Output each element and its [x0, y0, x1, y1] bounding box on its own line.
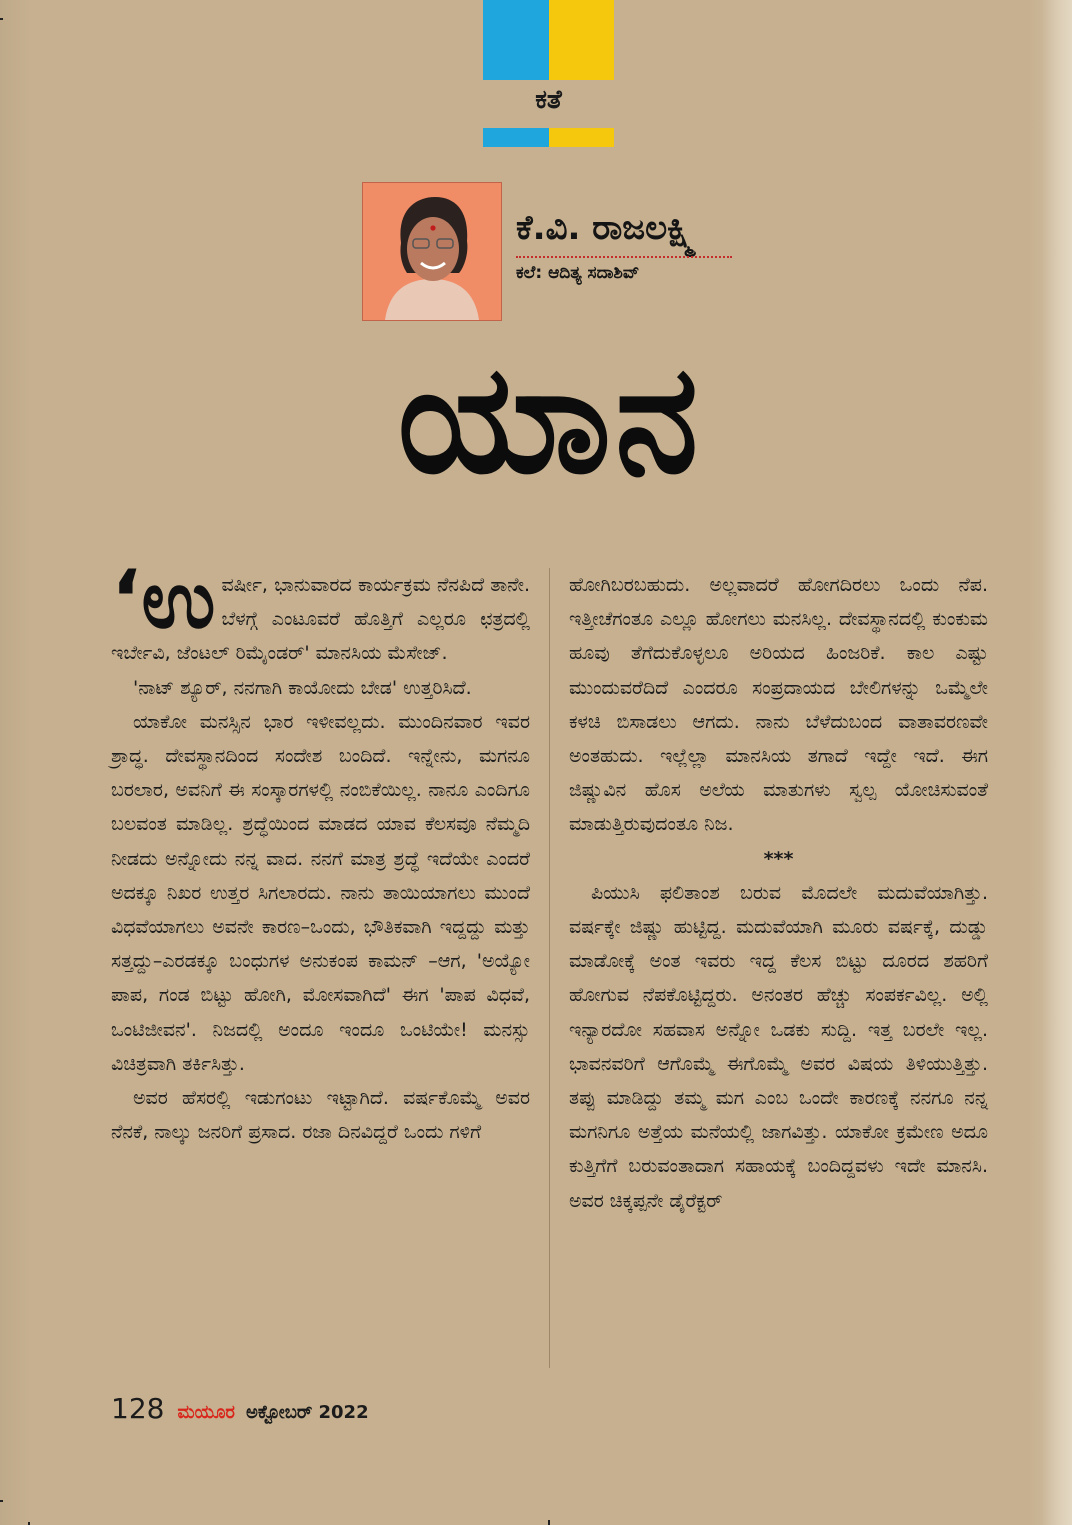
crop-mark	[0, 1500, 3, 1502]
magazine-name: ಮಯೂರ	[177, 1402, 235, 1423]
header-color-band-yellow	[549, 0, 614, 80]
illustrator-credit: ಕಲೆ: ಆದಿತ್ಯ ಸದಾಶಿವ್	[516, 263, 640, 283]
story-title: ಯಾನ	[397, 333, 703, 507]
article-paragraph: ಯಾಕೋ ಮನಸ್ಸಿನ ಭಾರ ಇಳೀವಲ್ಲದು. ಮುಂದಿನವಾರ ಇವರ ಶ್ರಾದ್ಧ. ದೇವಸ್ಥಾನದಿಂದ ಸಂದೇಶ ಬಂದಿದೆ. ಇನ್ನೇನು, ಮಗನೂ ಬರಲಾರ, ಅವನಿಗೆ ಈ ಸಂಸ್ಕಾರಗಳಲ್ಲಿ ನಂಬಿಕೆಯಿಲ್ಲ. ನಾನೂ ಎಂದಿಗೂ ಬಲವಂತ ಮಾಡಿಲ್ಲ. ಶ್ರದ್ಧೆಯಿಂದ ಮಾಡದ ಯಾವ ಕೆಲಸವೂ ನೆಮ್ಮದಿ ನೀಡದು ಅನ್ನೋದು ನನ್ನ ವಾದ. ನನಗೆ ಮಾತ್ರ ಶ್ರದ್ಧೆ ಇದೆಯೇ ಎಂದರೆ ಅದಕ್ಕೂ ನಿಖರ ಉತ್ತರ ಸಿಗಲಾರದು. ನಾನು ತಾಯಿಯಾಗಲು ಮುಂದೆ ವಿಧವೆಯಾಗಲು ಅವನೇ ಕಾರಣ–ಒಂದು, ಭೌತಿಕವಾಗಿ ಇದ್ದದ್ದು ಮತ್ತು ಸತ್ತದ್ದು–ಎರಡಕ್ಕೂ ಬಂಧುಗಳ ಅನುಕಂಪ ಕಾಮನ್ –ಆಗ, 'ಅಯ್ಯೋ ಪಾಪ, ಗಂಡ ಬಿಟ್ಟು ಹೋಗಿ, ಮೋಸವಾಗಿದೆ' ಈಗ 'ಪಾಪ ವಿಧವೆ, ಒಂಟಿಜೀವನ'. ನಿಜದಲ್ಲಿ ಅಂದೂ ಇಂದೂ ಒಂಟಿಯೇ! ಮನಸ್ಸು ವಿಚಿತ್ರವಾಗಿ ತರ್ಕಿಸಿತ್ತು.	[111, 710, 530, 1075]
author-divider	[516, 256, 732, 258]
page-number: 128	[111, 1392, 165, 1425]
author-portrait-icon	[362, 182, 502, 321]
issue-date: ಅಕ್ಟೋಬರ್ 2022	[246, 1402, 369, 1423]
header-color-band-blue	[483, 0, 549, 80]
author-name: ಕೆ.ವಿ. ರಾಜಲಕ್ಷ್ಮಿ	[516, 208, 696, 248]
article-paragraph: ‘ಉವರ್ಷೀ, ಭಾನುವಾರದ ಕಾರ್ಯಕ್ರಮ ನೆನಪಿದೆ ತಾನೇ. ಬೆಳಗ್ಗೆ ಎಂಟೂವರೆ ಹೊತ್ತಿಗೆ ಎಲ್ಲರೂ ಛತ್ರದಲ್ಲಿ ಇರ್ಬೇವಿ, ಜೆಂಟಲ್ ರಿಮೈಂಡರ್' ಮಾನಸಿಯ ಮೆಸೇಜ್.	[111, 553, 530, 665]
article-paragraph: ಹೋಗಿಬರಬಹುದು. ಅಲ್ಲವಾದರೆ ಹೋಗದಿರಲು ಒಂದು ನೆಪ. ಇತ್ತೀಚೆಗಂತೂ ಎಲ್ಲೂ ಹೋಗಲು ಮನಸಿಲ್ಲ. ದೇವಸ್ಥಾನದಲ್ಲಿ ಕುಂಕುಮ ಹೂವು ತೆಗೆದುಕೊಳ್ಳಲೂ ಅರಿಯದ ಹಿಂಜರಿಕೆ. ಕಾಲ ಎಷ್ಟು ಮುಂದುವರೆದಿದೆ ಎಂದರೂ ಸಂಪ್ರದಾಯದ ಬೇಲಿಗಳನ್ನು ಒಮ್ಮೆಲೇ ಕಳಚಿ ಬಿಸಾಡಲು ಆಗದು. ನಾನು ಬೆಳೆದುಬಂದ ವಾತಾವರಣವೇ ಅಂತಹುದು. ಇಲ್ಲೆಲ್ಲಾ ಮಾನಸಿಯ ತಗಾದೆ ಇದ್ದೇ ಇದೆ. ಈಗ ಜಿಷ್ಣುವಿನ ಹೊಸ ಅಲೆಯ ಮಾತುಗಳು ಸ್ವಲ್ಪ ಯೋಚಿಸುವಂತೆ ಮಾಡುತ್ತಿರುವುದಂತೂ ನಿಜ.	[569, 574, 988, 836]
drop-cap: ‘ಉ	[111, 553, 216, 646]
article-paragraph: ಅವರ ಹೆಸರಲ್ಲಿ ಇಡುಗಂಟು ಇಟ್ಟಾಗಿದೆ. ವರ್ಷಕೊಮ್ಮೆ ಅವರ ನೆನಕೆ, ನಾಲ್ಕು ಜನರಿಗೆ ಪ್ರಸಾದ. ರಜಾ ದಿನವಿದ್ದರೆ ಒಂದು ಗಳಿಗೆ	[111, 1087, 530, 1144]
section-break: ***	[763, 847, 794, 870]
crop-mark	[548, 1520, 550, 1525]
article-paragraph: 'ನಾಟ್ ಶ್ಯೂರ್, ನನಗಾಗಿ ಕಾಯೋದು ಬೇಡ' ಉತ್ತರಿಸಿದೆ.	[133, 676, 472, 699]
section-rule-yellow	[549, 128, 614, 147]
article-paragraph: ಪಿಯುಸಿ ಫಲಿತಾಂಶ ಬರುವ ಮೊದಲೇ ಮದುವೆಯಾಗಿತ್ತು. ವರ್ಷಕ್ಕೇ ಜಿಷ್ಣು ಹುಟ್ಟಿದ್ದ. ಮದುವೆಯಾಗಿ ಮೂರು ವರ್ಷಕ್ಕೆ, ದುಡ್ಡು ಮಾಡೋಕ್ಕೆ ಅಂತ ಇವರು ಇದ್ದ ಕೆಲಸ ಬಿಟ್ಟು ದೂರದ ಶಹರಿಗೆ ಹೋಗುವ ನೆಪಕೊಟ್ಟಿದ್ದರು. ಅನಂತರ ಹೆಚ್ಚು ಸಂಪರ್ಕವಿಲ್ಲ. ಅಲ್ಲಿ ಇನ್ಯಾರದೋ ಸಹವಾಸ ಅನ್ನೋ ಒಡಕು ಸುದ್ದಿ. ಇತ್ತ ಬರಲೇ ಇಲ್ಲ. ಭಾವನವರಿಗೆ ಆಗೊಮ್ಮೆ ಈಗೊಮ್ಮೆ ಅವರ ವಿಷಯ ತಿಳಿಯುತ್ತಿತ್ತು. ತಪ್ಪು ಮಾಡಿದ್ದು ತಮ್ಮ ಮಗ ಎಂಬ ಒಂದೇ ಕಾರಣಕ್ಕೆ ನನಗೂ ನನ್ನ ಮಗನಿಗೂ ಅತ್ತೆಯ ಮನೆಯಲ್ಲಿ ಜಾಗವಿತ್ತು. ಯಾಕೋ ಕ್ರಮೇಣ ಅದೂ ಕುತ್ತಿಗೆಗೆ ಬರುವಂತಾದಾಗ ಸಹಾಯಕ್ಕೆ ಬಂದಿದ್ದವಳು ಇದೇ ಮಾನಸಿ. ಅವರ ಚಿಕ್ಕಪ್ಪನೇ ಡೈರೆಕ್ಟರ್	[569, 881, 988, 1212]
section-label: ಕತೆ	[535, 85, 562, 115]
article-column-left	[111, 553, 530, 1149]
page-footer	[111, 1392, 369, 1425]
crop-mark	[0, 18, 3, 20]
column-divider	[549, 568, 550, 1368]
article-column-right	[569, 568, 988, 1218]
section-rule-blue	[483, 128, 549, 147]
page-edge-shade	[1042, 0, 1072, 1525]
